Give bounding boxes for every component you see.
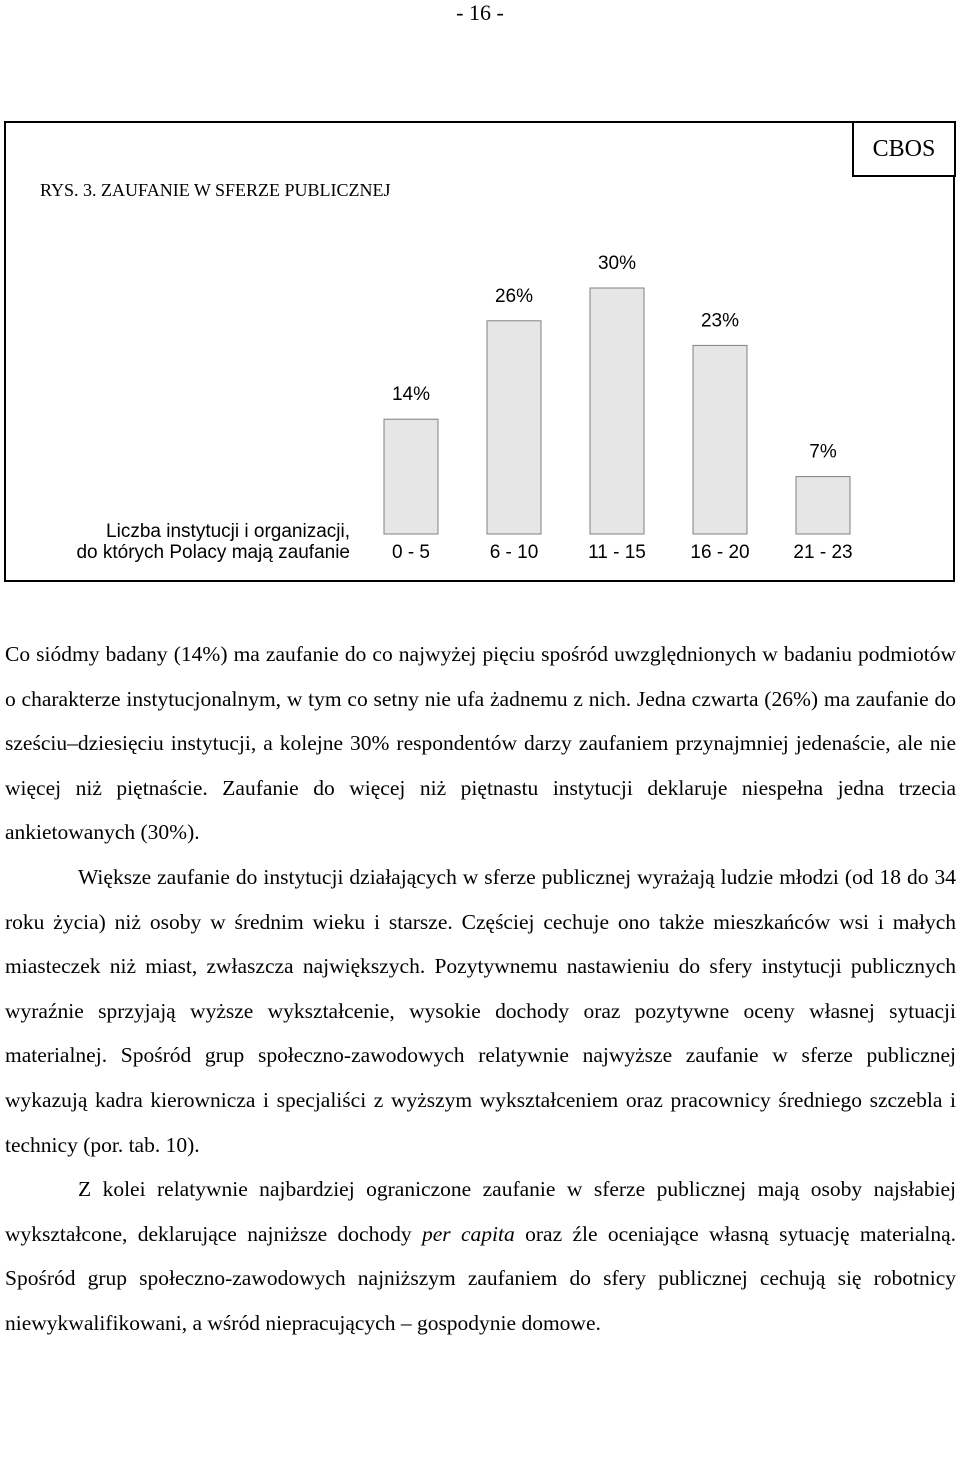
paragraph-1: Co siódmy badany (14%) ma zaufanie do co najwyżej pięciu spośród uwzględnionych w badaniu podmiotów o charakterze instytucjonalnym, w tym co setny nie ufa żadnemu z nich. Jedna czwarta (26%) ma zaufanie do sześciu–dziesięciu instytucji, a kolejne 30% respondentów darzy zaufaniem przynajmniej jedenaście, ale nie więcej niż piętnaście. Zaufanie do więcej niż piętnastu instytucji deklaruje niespełna jedna trzecia ankietowanych (30%). — [5, 642, 956, 845]
bar-6-10 — [487, 321, 541, 534]
source-label: CBOS — [852, 121, 956, 177]
bar-value-label: 7% — [809, 441, 837, 463]
bars-layer — [384, 253, 853, 563]
paragraph-2: Większe zaufanie do instytucji działających w sferze publicznej wyrażają ludzie młodzi (od 18 do 34 roku życia) niż osoby w średnim wieku i starsze. Częściej cechuje ono także mieszkańców wsi i małych miasteczek niż miast, zwłaszcza największych. Pozytywnemu nastawieniu do sfery instytucji publicznych wyraźnie sprzyjają wyższe wykształcenie, wysokie dochody oraz pozytywne oceny własnej sytuacji materialnej. Spośród grup społeczno-zawodowych relatywnie najwyższe zaufanie w sferze publicznej wykazują kadra kierownicza i specjaliści z wyższym wykształceniem oraz pracownicy średniego szczebla i technicy (por. tab. 10). — [5, 864, 956, 1157]
category-tick-label: 0 - 5 — [391, 542, 431, 563]
bar-value-label: 23% — [700, 310, 740, 332]
axis-caption-line2: do których Polacy mają zaufanie — [76, 542, 350, 563]
bar-value-label: 26% — [494, 285, 534, 307]
text-body — [5, 632, 956, 1346]
bar-chart — [0, 0, 960, 600]
bar-21-23 — [796, 477, 850, 534]
bar-value-label: 14% — [391, 384, 431, 406]
figure-title-prefix: RYS. 3. — [40, 180, 102, 200]
bar-16-20 — [693, 345, 747, 534]
figure-title-text: ZAUFANIE W SFERZE PUBLICZNEJ — [101, 180, 391, 200]
page-number: - 16 - — [456, 0, 504, 25]
paragraph-3-part-2: oraz źle oceniające własną sytuację materialną. Spośród grup społeczno-zawodowych najniższym zaufaniem do sfery publicznej cechują się robotnicy niewykwalifikowani, a wśród niepracujących – gospodynie domowe. — [5, 1221, 956, 1335]
axis-caption-line1: Liczba instytucji i organizacji, — [106, 521, 350, 542]
category-tick-label: 21 - 23 — [793, 542, 853, 563]
bar-11-15 — [590, 288, 644, 534]
bar-0-5 — [384, 419, 438, 534]
paragraph-3-part-1: Z kolei relatywnie najbardziej ograniczone zaufanie w sferze publicznej mają osoby najsłabiej wykształcone, deklarujące najniższe dochody — [5, 1177, 956, 1246]
bar-value-label: 30% — [597, 253, 637, 274]
paragraph-3-italic: per capita — [421, 1221, 515, 1246]
category-tick-label: 16 - 20 — [690, 542, 750, 563]
category-tick-label: 11 - 15 — [588, 542, 646, 563]
paragraph-3 — [5, 1167, 956, 1345]
category-tick-label: 6 - 10 — [489, 542, 539, 563]
